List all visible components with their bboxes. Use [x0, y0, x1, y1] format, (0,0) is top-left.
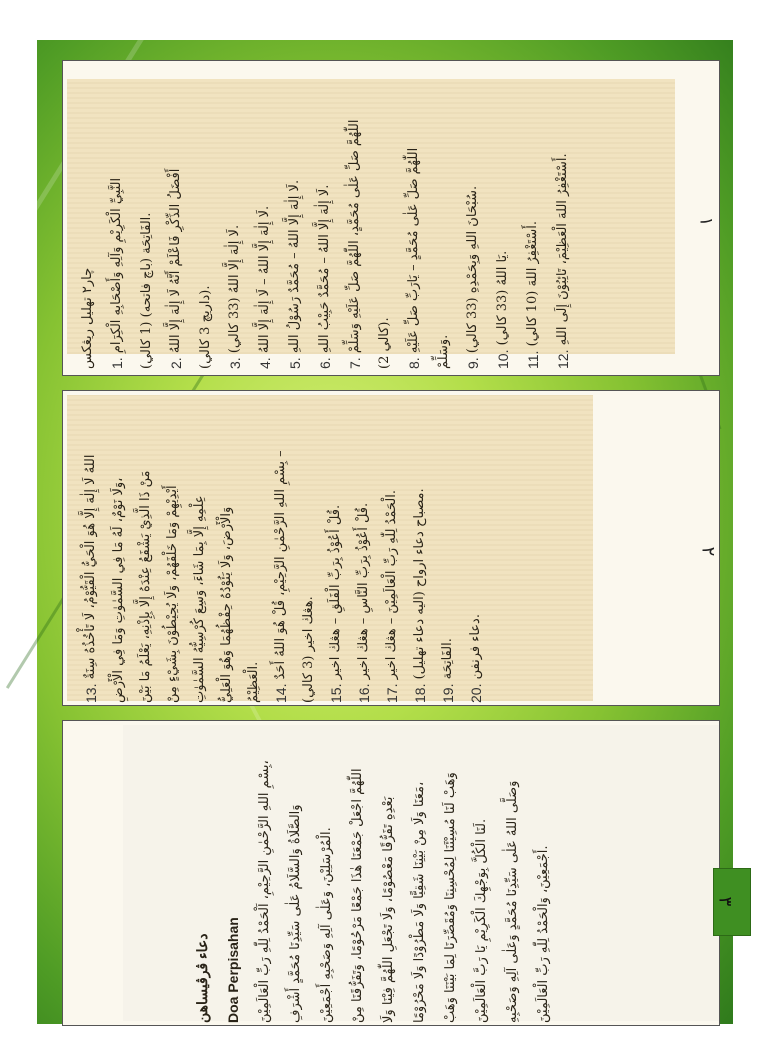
list-item [518, 101, 548, 369]
page-3-text [187, 733, 777, 1023]
item-text: وَلَا نَوْمٌ، لَهُ مَا فِي السَّمٰوٰتِ وَمَا فِي الْأَرْضِ، [111, 477, 126, 703]
item-number: 14. [273, 683, 289, 703]
list-item [406, 401, 434, 703]
item-number: 1. [109, 357, 125, 369]
page-panel-3 [62, 720, 720, 1026]
list-item [102, 101, 132, 369]
list-item [378, 401, 406, 703]
list-item [310, 101, 340, 369]
item-text: اللّٰهُمَّ صَلِّ عَلٰى مُحَمَّدٍ، اللّٰهُمَّ صَلِّ عَلَيْهِ وَسَلِّمْ [347, 119, 362, 354]
scanned-page-1 [67, 79, 675, 369]
item-text: قُلْ أَعُوْذُ بِرَبِّ النَّاسِ – هڠڬ اخير. [356, 502, 371, 680]
page-number-2: ٢ [697, 546, 719, 557]
page-panel-2 [62, 390, 720, 706]
page-number-3: ٣ [714, 896, 736, 907]
item-text: أَيْدِيْهِمْ وَمَا خَلْفَهُمْ، وَلَا يُحِيْطُوْنَ بِشَيْءٍ مِنْ [165, 485, 180, 703]
item-text: أَسْتَغْفِرُ اللهَ (10 كالي). [525, 220, 540, 347]
item-number: 20. [468, 683, 484, 703]
item-number: 5. [287, 357, 303, 369]
item-text: قُلْ أَعُوْذُ بِرَبِّ الْفَلَقِ – هڠڬ اخير. [328, 504, 343, 680]
list-item [267, 401, 295, 703]
page-panel-1 [62, 60, 720, 376]
scanned-page-2 [67, 395, 593, 701]
doa-line: لَنَا الْكُلَّ بِوَجْهِكَ الْكَرِيْمِ يَا رَبَّ الْعَالَمِيْنَ. [474, 818, 489, 1023]
doa-line: وَصَلَّى اللهُ عَلٰى سَيِّدِنَا مُحَمَّدٍ وَعَلٰى آلِهِ وَصَحْبِهِ [505, 780, 520, 1023]
list-item [213, 401, 240, 703]
item-number: 7. [347, 357, 363, 369]
list-item [462, 401, 490, 703]
item-text: هڠڬ اخير (3 كالي). [301, 596, 316, 703]
doa-line: بَعْدِهِ تَفَرُّقًا مَعْصُوْمًا، وَلَا تَجْعَلِ اللّٰهُمَّ فِيْنَا وَلَا [381, 796, 396, 1023]
item-text: مصباح دعاء ارواح (اليه دعاء تهليل). [412, 488, 427, 680]
doa-line: الْمُرْسَلِيْنَ، وَعَلٰى آلِهِ وَصَحْبِهِ أَجْمَعِيْنَ. [319, 827, 334, 1023]
item-text: عِلْمِهِ إِلَّا بِمَا شَاءَ، وَسِعَ كُرْسِيُّهُ السَّمٰوٰتِ [192, 495, 207, 703]
page-2-text [77, 401, 595, 703]
item-text: لَا إِلٰهَ إِلَّا اللهُ – مُحَمَّدٌ رَسُوْلُ اللهِ. [287, 179, 302, 354]
item-text: بِسْمِ اللهِ الرَّحْمٰنِ الرَّحِيْمِ، قُلْ هُوَ اللهُ أَحَدٌ – [273, 450, 288, 680]
item-number: 9. [465, 357, 481, 369]
item-number: 11. [525, 350, 541, 369]
list-item [370, 101, 399, 369]
page-1-text [73, 101, 677, 369]
item-text: لَا إِلٰهَ إِلَّا اللهُ – مُحَمَّدٌ حَبِيْبُ اللهِ. [317, 184, 332, 354]
list-item [105, 401, 132, 703]
list-item [458, 101, 488, 369]
list-item [322, 401, 350, 703]
list-item [161, 101, 191, 369]
list-item [250, 101, 280, 369]
list-item [191, 101, 220, 369]
item-number: 2. [168, 357, 184, 369]
list-item [399, 101, 429, 369]
item-number: 15. [328, 683, 344, 703]
item-text: الفَاتِحَة. [440, 638, 455, 680]
item-text: النَّبِيِّ الْكَرِيْمِ وَآلِهِ وَأَصْحَابِهِ الْكِرَامِ [109, 177, 124, 354]
item-text: لَا إِلٰهَ إِلَّا اللهُ – لَا إِلٰهَ إِلَّا اللهُ. [257, 205, 272, 354]
doa-title-latin: Doa Perpisahan [225, 917, 241, 1023]
item-text: أَسْتَغْفِرُ اللهَ الْعَظِيْمَ، تَائِبُوْنَ إِلَى اللهِ. [555, 153, 570, 346]
item-text: وَسَلِّمْ. [436, 334, 451, 369]
item-text: مَنْ ذَا الَّذِيْ يَشْفَعُ عِنْدَهُ إِلَّا بِإِذْنِهِ، يَعْلَمُ مَا بَيْنَ [138, 470, 153, 703]
list-item [159, 401, 186, 703]
item-number: 18. [412, 683, 428, 703]
item-text: وَالْأَرْضَ، وَلَا يَئُوْدُهُ حِفْظُهُمَا وَهُوَ الْعَلِيُّ [219, 506, 234, 703]
item-text: سُبْحَانَ اللهِ وَبِحَمْدِهِ (33 كالي). [465, 185, 480, 354]
list-item [132, 101, 161, 369]
list-item [340, 101, 370, 369]
item-number: 13. [83, 683, 99, 703]
list-item [488, 101, 518, 369]
doa-line: أَجْمَعِيْنَ، وَالْحَمْدُ لِلّٰهِ رَبِّ الْعَالَمِيْنَ. [536, 845, 551, 1023]
slide-background [37, 40, 736, 1024]
item-number: 17. [384, 683, 400, 703]
page-number-tab-3 [713, 868, 751, 936]
list-item [132, 401, 159, 703]
item-number: 12. [555, 349, 571, 369]
list-item [77, 401, 105, 703]
item-text: (داريچ 3 كالي). [198, 285, 213, 369]
item-text: اللّٰهُمَّ صَلِّ عَلٰى مُحَمَّدٍ – يَارَبِّ صَلِّ عَلَيْهِ [406, 147, 421, 354]
doa-line: وَالصَّلَاةُ وَالسَّلَامُ عَلٰى سَيِّدِنَا مُحَمَّدٍ أَشْرَفِ [288, 804, 303, 1023]
item-text: دعاء فرنفن. [468, 614, 483, 680]
item-number: 3. [227, 357, 243, 369]
page-1-heading: چار٢ تهليل ريڠكس [80, 267, 95, 369]
page-number-1: ١ [695, 216, 717, 227]
item-number: 4. [257, 357, 273, 369]
list-item [295, 401, 322, 703]
list-item [434, 401, 462, 703]
item-text: الْعَظِيْمُ. [246, 661, 261, 703]
list-item [220, 101, 250, 369]
list-item [350, 401, 378, 703]
item-number: 19. [440, 683, 456, 703]
item-text: اللهُ لَا إِلٰهَ إِلَّا هُوَ الْحَيُّ الْقَيُّوْمُ، لَا تَأْخُذُهُ سِنَةٌ [83, 454, 98, 680]
item-text: يَا اللهُ (33 كالي). [495, 250, 510, 346]
doa-line: اللّٰهُمَّ اجْعَلْ جَمْعَنَا هٰذَا جَمْعًا مَرْحُوْمًا، وَتَفَرُّقَنَا مِنْ [350, 768, 365, 1023]
item-text: لَا إِلٰهَ إِلَّا اللهُ (33 كالي). [227, 224, 242, 354]
item-number: 10. [495, 349, 511, 369]
scanned-page-3 [123, 725, 719, 1021]
item-text: الْحَمْدُ لِلّٰهِ رَبِّ الْعَالَمِيْنَ – هڠڬ اخير. [384, 489, 399, 680]
doa-line: بِسْمِ اللهِ الرَّحْمٰنِ الرَّحِيْمِ، اَلْحَمْدُ لِلّٰهِ رَبِّ الْعَالَمِيْنَ، [257, 760, 272, 1023]
item-text: أَفْضَلُ الذِّكْرِ فَاعْلَمْ أَنَّهُ لَا إِلٰهَ إِلَّا اللهُ [168, 168, 183, 354]
item-number: 6. [317, 357, 333, 369]
doa-line: مَعَنَا وَلَا مِنْ بَيْنِنَا شَقِيًّا وَلَا مَطْرُوْدًا وَلَا مَحْرُوْمًا، [412, 781, 427, 1023]
list-item [548, 101, 578, 369]
list-item [240, 401, 267, 703]
item-number: 8. [406, 357, 422, 369]
list-item [280, 101, 310, 369]
list-item [186, 401, 213, 703]
doa-title-jawi: دعاء ڤرڤيساهن [194, 933, 210, 1023]
item-text: الفَاتِحَة (باچ فاتحه) (1 كالي). [139, 212, 154, 369]
item-text: (2 كالي). [377, 317, 392, 369]
list-item [429, 101, 458, 369]
doa-line: وَهَبْ لَنَا مُسِيْئَنَا لِمُحْسِنِنَا وَمُقَصِّرَنَا لِمَا بَيْنَنَا وَهَبْ [443, 772, 458, 1023]
item-number: 16. [356, 683, 372, 703]
